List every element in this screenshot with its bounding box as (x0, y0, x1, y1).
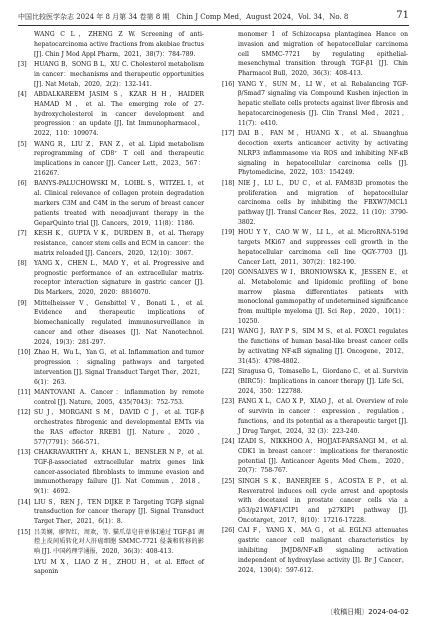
reference-text: GONSALVES W I，BRONIOWSKA K，JESSEN E，et al. Metabolomic and lipidomic profiling of bone marrow plasma differentiates patients with monoclonal gammopathy of undetermined significance from multiple myeloma [J]. Sci Rep，2020，10(1)：10250. (238, 269, 408, 326)
reference-text: IZADI S，NIKKHOO A，HOJJAT-FARSANGI M，et al. CDK1 in breast cancer：implications for theranostic potential [J]. Anticancer Agents Med Chem，2020，20(7)：758-767. (238, 438, 408, 475)
reference-number: [25] (222, 477, 235, 485)
page-number: 71 (396, 10, 409, 21)
reference-entry (18, 558, 204, 578)
reference-number: [26] (222, 527, 235, 535)
reference-entry (222, 437, 408, 476)
reference-continuation: WANG C L，ZHENG Z W. Screening of anti-hepatocarcinoma active fractions from akebiae fructus [J]. Chin J Mod Appl Pharm，2021，38(7)：784-789. (34, 31, 204, 58)
reference-text: CHAKRAVARTHY A，KHAN L，BENSLER N P，et al. TGF-β-associated extracellular matrix genes link cancer-associated fibroblasts to immune evasion and immunotherapy failure [J]. Nat Commun，2018，9(1)：4692. (34, 449, 204, 496)
left-reference-column (18, 30, 204, 578)
reference-number: [5] (18, 140, 27, 148)
reference-entry (18, 448, 204, 497)
reference-text: Zhao H，Wu L，Yan G，et al. Inflammation and tumor progression：signaling pathways and targeted intervention [J]. Signal Transduct Target Ther，2021，6(1)：263. (34, 349, 204, 386)
reference-text: CAI F，YANG X，MA G，et al. EGLN3 attenuates gastric cancer cell malignant characteristics by inhibiting JMJD8/NF-κB signaling activation independent of hydroxylase activity [J]. Br J Cancer，2024，130(4)：597-612. (238, 527, 408, 574)
reference-entry (222, 228, 408, 267)
reference-entry (222, 129, 408, 178)
reference-text: BANYS-PALUCHOWSKI M，LOIBL S，WITZEL I，et al. Clinical relevance of collagen protein degradation markers C3M and C4M in the serum of breast cancer patients treated with neoadjuvant therapy in the GeparQuinto trial [J]. Cancers，2019，11(8)：1186. (34, 180, 204, 227)
reference-continuation: monomer Ⅰ of Schizocapsa plantaginea Hance on invasion and migration of hepatocellular carcinoma cell SMMC-7721 by regulating epithelial-mesenchymal transition through TGF-β1 [J]. Chin Pharmacol Bull，2020，36(3)：408-413. (238, 31, 408, 78)
reference-text: LYU M X，LIAO Z H，ZHOU H，et al. Effect of saponin (34, 558, 204, 576)
reference-entry (222, 367, 408, 396)
reference-text: DAI B，FAN M，HUANG X，et al. Shuanghua decoction exerts anticancer activity by activating NLRP3 inflammasome via ROS and inhibiting NF-κB signaling in hepatocellular carcinoma cells [J]. Phytomedicine，2022，103：154249. (238, 130, 408, 177)
reference-entry (18, 388, 204, 408)
reference-entry (18, 140, 204, 179)
reference-text: Mittelheisser V，Gensbittel V，Bonati L，et al. Evidence and therapeutic implications of biomechanically regulated immunosurveillance in cancer and other diseases [J]. Nat Nanotechnol. 2024，19(3)：281-297. (34, 299, 204, 346)
reference-number: [14] (18, 498, 31, 506)
reference-text: YANG Y，SUN M，LI W，et al. Rebalancing TGF-β/Smad7 signaling via Compound Kushen injection in hepatic stellate cells protects against liver fibrosis and hepatocarcinogenesis [J]. Clin Transl Med，2021，11(7)：e410. (238, 80, 408, 127)
reference-text: KESH K，GUPTA V K，DURDEN B，et al. Therapy resistance，cancer stem cells and ECM in cancer：the matrix reloaded [J]. Cancers，2020，12(10)：3067. (34, 229, 204, 257)
reference-entry (18, 60, 204, 89)
reference-number: [22] (222, 368, 235, 376)
reference-entry (222, 268, 408, 327)
reference-entry (18, 259, 204, 298)
reference-entry (222, 80, 408, 129)
reference-text: WANG R，LIU Z，FAN Z，et al. Lipid metabolism reprogramming of CD8⁺ T cell and therapeutic implications in cancer [J]. Cancer Lett，2023，567：216267. (34, 140, 204, 177)
reference-number: [24] (222, 438, 235, 446)
reference-text: HOU Y Y，CAO W W，LI L，et al. MicroRNA-519d targets MKi67 and suppresses cell growth in the hepatocellular carcinoma cell line QGY-7703 [J]. Cancer Lett，2011，307(2)：182-190. (238, 229, 408, 266)
reference-number: [15] (18, 528, 31, 536)
reference-number: [3] (18, 60, 27, 68)
received-date: 〔收稿日期〕2024-04-02 (326, 608, 409, 616)
reference-text: LIU S，REN J，TEN DIJKE P. Targeting TGFβ signal transduction for cancer therapy [J]. Signal Transduct Target Ther，2021，6(1)：8. (34, 498, 204, 526)
reference-entry (18, 498, 204, 527)
running-header (18, 10, 409, 24)
reference-entry (18, 299, 204, 348)
header-rule (18, 25, 409, 26)
reference-text: YANG X，CHEN L，MAO Y，et al. Progressive and prognostic performance of an extracellular matrix-receptor interaction signature in gastric cancer [J]. Dis Markers，2020，2020：8816070. (34, 259, 204, 297)
right-reference-column (222, 30, 408, 576)
reference-text: NIE J，LU L，DU C，et al. FAM83D promotes the proliferation and migration of hepatocellular carcinoma cells by inhibiting the FBXW7/MCL1 pathway [J]. Transl Cancer Res，2022，11 (10)：3790-3802. (238, 179, 408, 226)
reference-entry (18, 408, 204, 447)
reference-entry (222, 179, 408, 228)
reference-entry (18, 90, 204, 139)
journal-citation-line: 中国比较医学杂志 2024 年 8 月第 34 卷第 8 期 Chin J Comp Med，August 2024，Vol. 34，No. 8 (18, 13, 349, 21)
reference-number: [13] (18, 449, 31, 456)
reference-number: [23] (222, 398, 235, 406)
reference-number: [6] (18, 180, 27, 188)
reference-number: [12] (18, 409, 31, 417)
reference-entry (222, 526, 408, 575)
reference-number: [4] (18, 90, 27, 98)
reference-number: [17] (222, 130, 235, 138)
reference-number: [10] (18, 349, 31, 357)
reference-number: [7] (18, 229, 27, 237)
reference-text: SU J，MORGANI S M，DAVID C J，et al. TGF-β orchestrates fibrogenic and developmental EMTs via the RAS effector RREB1 [J]. Nature，2020，577(7791)：566-571. (34, 409, 204, 446)
reference-number: [11] (18, 389, 31, 397)
reference-number: [19] (222, 229, 235, 237)
reference-text: 吕美娴，廖智红，周欢，等. 猫爪草皂苷单体Ⅰ通过 TGF-β1 调控上皮间质转化对人肝癌细胞 SMMC-7721 侵袭和转移的影响 [J]. 中国药理学通报，2020，36(3)：408-413. (34, 528, 204, 556)
reference-entry (222, 397, 408, 436)
reference-number: [21] (222, 328, 235, 336)
reference-text: Siragusa G，Tomasello L，Giordano C，et al. Survivin (BIRC5)：Implications in cancer therapy [J]. Life Sci，2024，350：122788. (238, 368, 408, 395)
reference-number: [16] (222, 80, 235, 88)
reference-number: [9] (18, 299, 27, 307)
reference-text: SINGH S K，BANERJEE S，ACOSTA E P，et al. Resveratrol induces cell cycle arrest and apoptosis with docetaxel in prostate cancer cells via a p53/p21WAF1/CIP1 and p27KIP1 pathway [J]. Oncotarget，2017，8(10)：17216-17228. (238, 477, 408, 524)
reference-number: [18] (222, 179, 235, 187)
reference-entry (222, 477, 408, 526)
reference-text: FANG X L，CAO X P，XIAO J，et al. Overview of role of survivin in cancer：expression，regulation，functions，and its potential as a therapeutic target [J]. J Drug Target，2024，32 (3)：223-240. (238, 398, 408, 435)
reference-text: WANG J，RAY P S，SIM M S，et al. FOXC1 regulates the functions of human basal-like breast cancer cells by activating NF-κB signaling [J]. Oncogene，2012，31(45)：4798-4802. (238, 328, 408, 365)
reference-number: [8] (18, 259, 27, 267)
reference-entry (18, 229, 204, 258)
reference-text: ABDALKAREEM JASIM S，KZAR H H，HAIDER HAMAD M，et al. The emerging role of 27-hydroxycholesterol in cancer development and progression：an update [J]. Int Immunopharmacol，2022，110：109074. (34, 90, 204, 138)
reference-number: [20] (222, 269, 235, 277)
reference-entry (222, 327, 408, 366)
reference-text: MANTOVANI A. Cancer：inflammation by remote control [J]. Nature，2005，435(7043)：752-753. (34, 389, 204, 406)
reference-text: HUANG B，SONG B L，XU C. Cholesterol metabolism in cancer：mechanisms and therapeutic opportunities [J]. Nat Metab，2020，2(2)：132-141. (34, 60, 204, 88)
reference-entry (18, 179, 204, 228)
reference-entry (18, 348, 204, 387)
reference-entry (18, 528, 204, 557)
